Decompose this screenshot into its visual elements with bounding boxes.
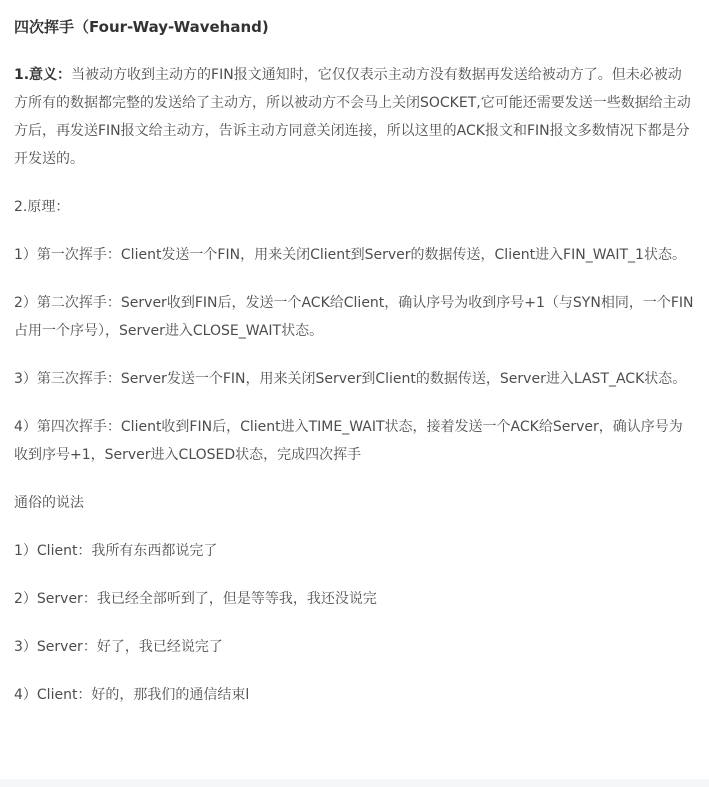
article-title: 四次挥手（Four-Way-Wavehand) bbox=[14, 18, 269, 36]
colloquial-line-1: 1）Client：我所有东西都说完了 bbox=[14, 543, 218, 559]
bottom-divider bbox=[0, 779, 709, 787]
principle-heading: 2.原理： bbox=[14, 199, 70, 215]
step-paragraph-1: 1）第一次挥手：Client发送一个FIN，用来关闭Client到Server的数据传送，Client进入FIN_WAIT_1状态。 bbox=[14, 247, 686, 263]
colloquial-line-4: 4）Client：好的，那我们的通信结束l bbox=[14, 687, 250, 703]
colloquial-line-3: 3）Server：好了，我已经说完了 bbox=[14, 639, 223, 655]
meaning-label: 1.意义： bbox=[14, 67, 72, 83]
colloquial-line-2: 2）Server：我已经全部听到了，但是等等我，我还没说完 bbox=[14, 591, 377, 607]
colloquial-heading: 通俗的说法 bbox=[14, 495, 84, 511]
meaning-text: 当被动方收到主动方的FIN报文通知时，它仅仅表示主动方没有数据再发送给被动方了。但未必被动方所有的数据都完整的发送给了主动方，所以被动方不会马上关闭SOCKET,它可能还需要发送一些数据给主动方后，再发送FIN报文给主动方，告诉主动方同意关闭连接，所以这里的ACK报文和FIN报文多数情况下都是分开发送的。 bbox=[14, 67, 691, 167]
step-paragraph-2: 2）第二次挥手：Server收到FIN后，发送一个ACK给Client，确认序号为收到序号+1（与SYN相同，一个FIN占用一个序号），Server进入CLOSE_WAIT状态。 bbox=[14, 295, 694, 339]
step-paragraph-3: 3）第三次挥手：Server发送一个FIN，用来关闭Server到Client的数据传送，Server进入LAST_ACK状态。 bbox=[14, 371, 687, 387]
step-paragraph-4: 4）第四次挥手：Client收到FIN后，Client进入TIME_WAIT状态，接着发送一个ACK给Server，确认序号为收到序号+1，Server进入CLOSED状态，完成四次挥手 bbox=[14, 419, 683, 463]
meaning-paragraph bbox=[14, 61, 695, 173]
